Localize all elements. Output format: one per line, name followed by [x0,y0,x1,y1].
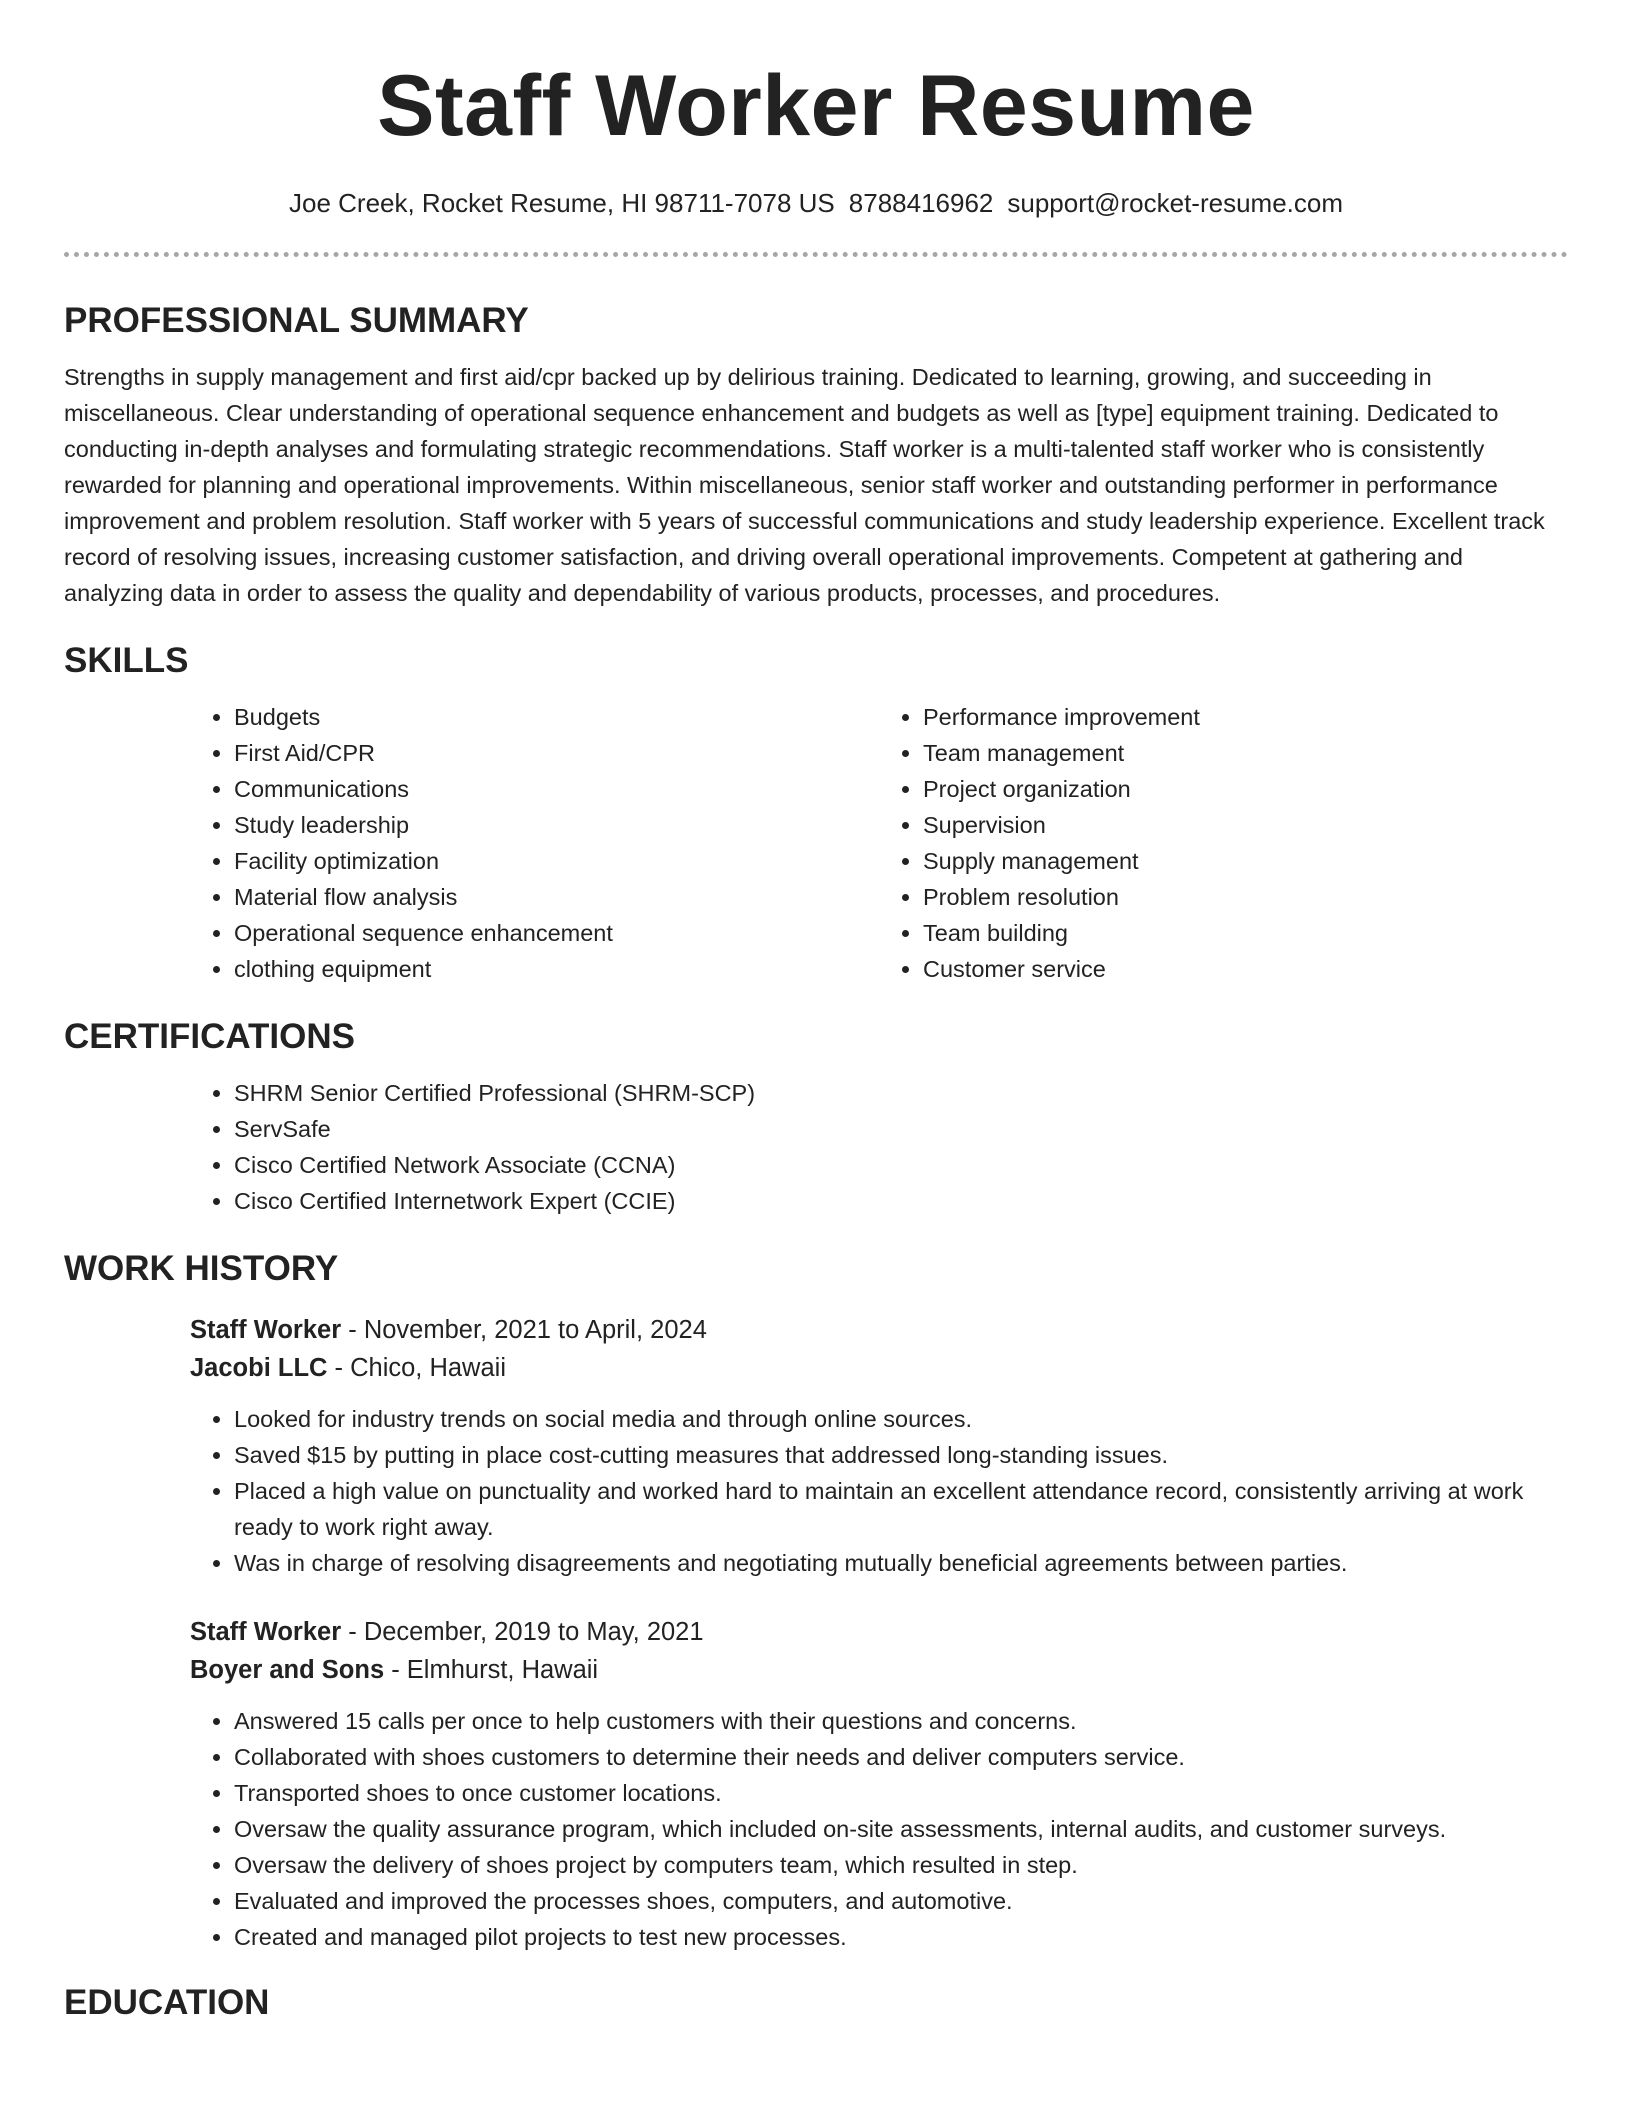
list-item: • Was in charge of resolving disagreements and negotiating mutually beneficial agreements between parties. [234,1545,1568,1581]
job-bullets [190,1401,1568,1581]
list-item: • Placed a high value on punctuality and worked hard to maintain an excellent attendance record, consistently arriving at work ready to work right away. [234,1473,1568,1545]
job-entry [190,1311,1568,1581]
list-item: • Communications [234,771,879,807]
list-item: • Evaluated and improved the processes shoes, computers, and automotive. [234,1883,1568,1919]
list-item: • ServSafe [234,1111,1568,1147]
list-item: • Supply management [923,843,1568,879]
certifications-list [190,1075,1568,1219]
list-item: • First Aid/CPR [234,735,879,771]
job-dates: - November, 2021 to April, 2024 [341,1316,707,1344]
list-item: • Saved $15 by putting in place cost-cutting measures that addressed long-standing issues. [234,1437,1568,1473]
job-location: - Elmhurst, Hawaii [384,1656,599,1684]
resume-title: Staff Worker Resume [377,58,1255,154]
job-entry [190,1613,1568,1955]
list-item: • Team building [923,915,1568,951]
list-item: • Team management [923,735,1568,771]
job-dates: - December, 2019 to May, 2021 [341,1618,704,1646]
skills-column-left [190,699,879,987]
list-item: • Study leadership [234,807,879,843]
list-item: • Collaborated with shoes customers to determine their needs and deliver computers service. [234,1739,1568,1775]
header-divider [64,252,1568,257]
list-item: • Cisco Certified Internetwork Expert (CCIE) [234,1183,1568,1219]
list-item: • Cisco Certified Network Associate (CCNA) [234,1147,1568,1183]
summary-text: Strengths in supply management and first aid/cpr backed up by delirious training. Dedicated to learning, growing, and succeeding in miscellaneous. Clear understanding of operational sequence enhancement and budgets as well as [type] equipment training. Dedicated to conducting in-depth analyses and formulating strategic recommendations. Staff worker is a multi-talented staff worker who is consistently rewarded for planning and operational improvements. Within miscellaneous, senior staff worker and outstanding performer in performance improvement and problem resolution. Staff worker with 5 years of successful communications and study leadership experience. Excellent track record of resolving issues, increasing customer satisfaction, and driving overall operational improvements. Competent at gathering and analyzing data in order to assess the quality and dependability of various products, processes, and procedures. [64,364,1545,606]
job-title: Staff Worker [190,1316,342,1344]
list-item: • Customer service [923,951,1568,987]
job-company-line [190,1349,1568,1387]
list-item: • clothing equipment [234,951,879,987]
contact-email: support@rocket-resume.com [1007,188,1344,218]
contact-line [64,186,1568,220]
list-item: • SHRM Senior Certified Professional (SHRM-SCP) [234,1075,1568,1111]
skills-list [190,699,1568,987]
list-item: • Project organization [923,771,1568,807]
list-item: • Budgets [234,699,879,735]
job-title: Staff Worker [190,1618,342,1646]
list-item: • Operational sequence enhancement [234,915,879,951]
work-history-heading: WORK HISTORY [64,1249,339,1288]
skills-column-right [879,699,1568,987]
list-item: • Oversaw the quality assurance program, which included on-site assessments, internal audits, and customer surveys. [234,1811,1568,1847]
job-company: Boyer and Sons [190,1656,385,1684]
list-item: • Facility optimization [234,843,879,879]
summary-heading: PROFESSIONAL SUMMARY [64,301,529,340]
list-item: • Problem resolution [923,879,1568,915]
job-title-line [190,1613,1568,1651]
list-item: • Supervision [923,807,1568,843]
list-item: • Material flow analysis [234,879,879,915]
list-item: • Transported shoes to once customer locations. [234,1775,1568,1811]
list-item: • Looked for industry trends on social media and through online sources. [234,1401,1568,1437]
list-item: • Answered 15 calls per once to help customers with their questions and concerns. [234,1703,1568,1739]
list-item: • Oversaw the delivery of shoes project by computers team, which resulted in step. [234,1847,1568,1883]
job-company: Jacobi LLC [190,1354,328,1382]
list-item: • Created and managed pilot projects to test new processes. [234,1919,1568,1955]
job-title-line [190,1311,1568,1349]
job-bullets [190,1703,1568,1955]
list-item: • Performance improvement [923,699,1568,735]
job-company-line [190,1651,1568,1689]
job-location: - Chico, Hawaii [327,1354,506,1382]
contact-phone: 8788416962 [848,188,994,218]
resume-page [64,0,1568,2025]
certifications-heading: CERTIFICATIONS [64,1017,356,1056]
contact-address: Joe Creek, Rocket Resume, HI 98711-7078 US [288,188,835,218]
skills-heading: SKILLS [64,641,189,680]
education-heading: EDUCATION [64,1983,270,2022]
